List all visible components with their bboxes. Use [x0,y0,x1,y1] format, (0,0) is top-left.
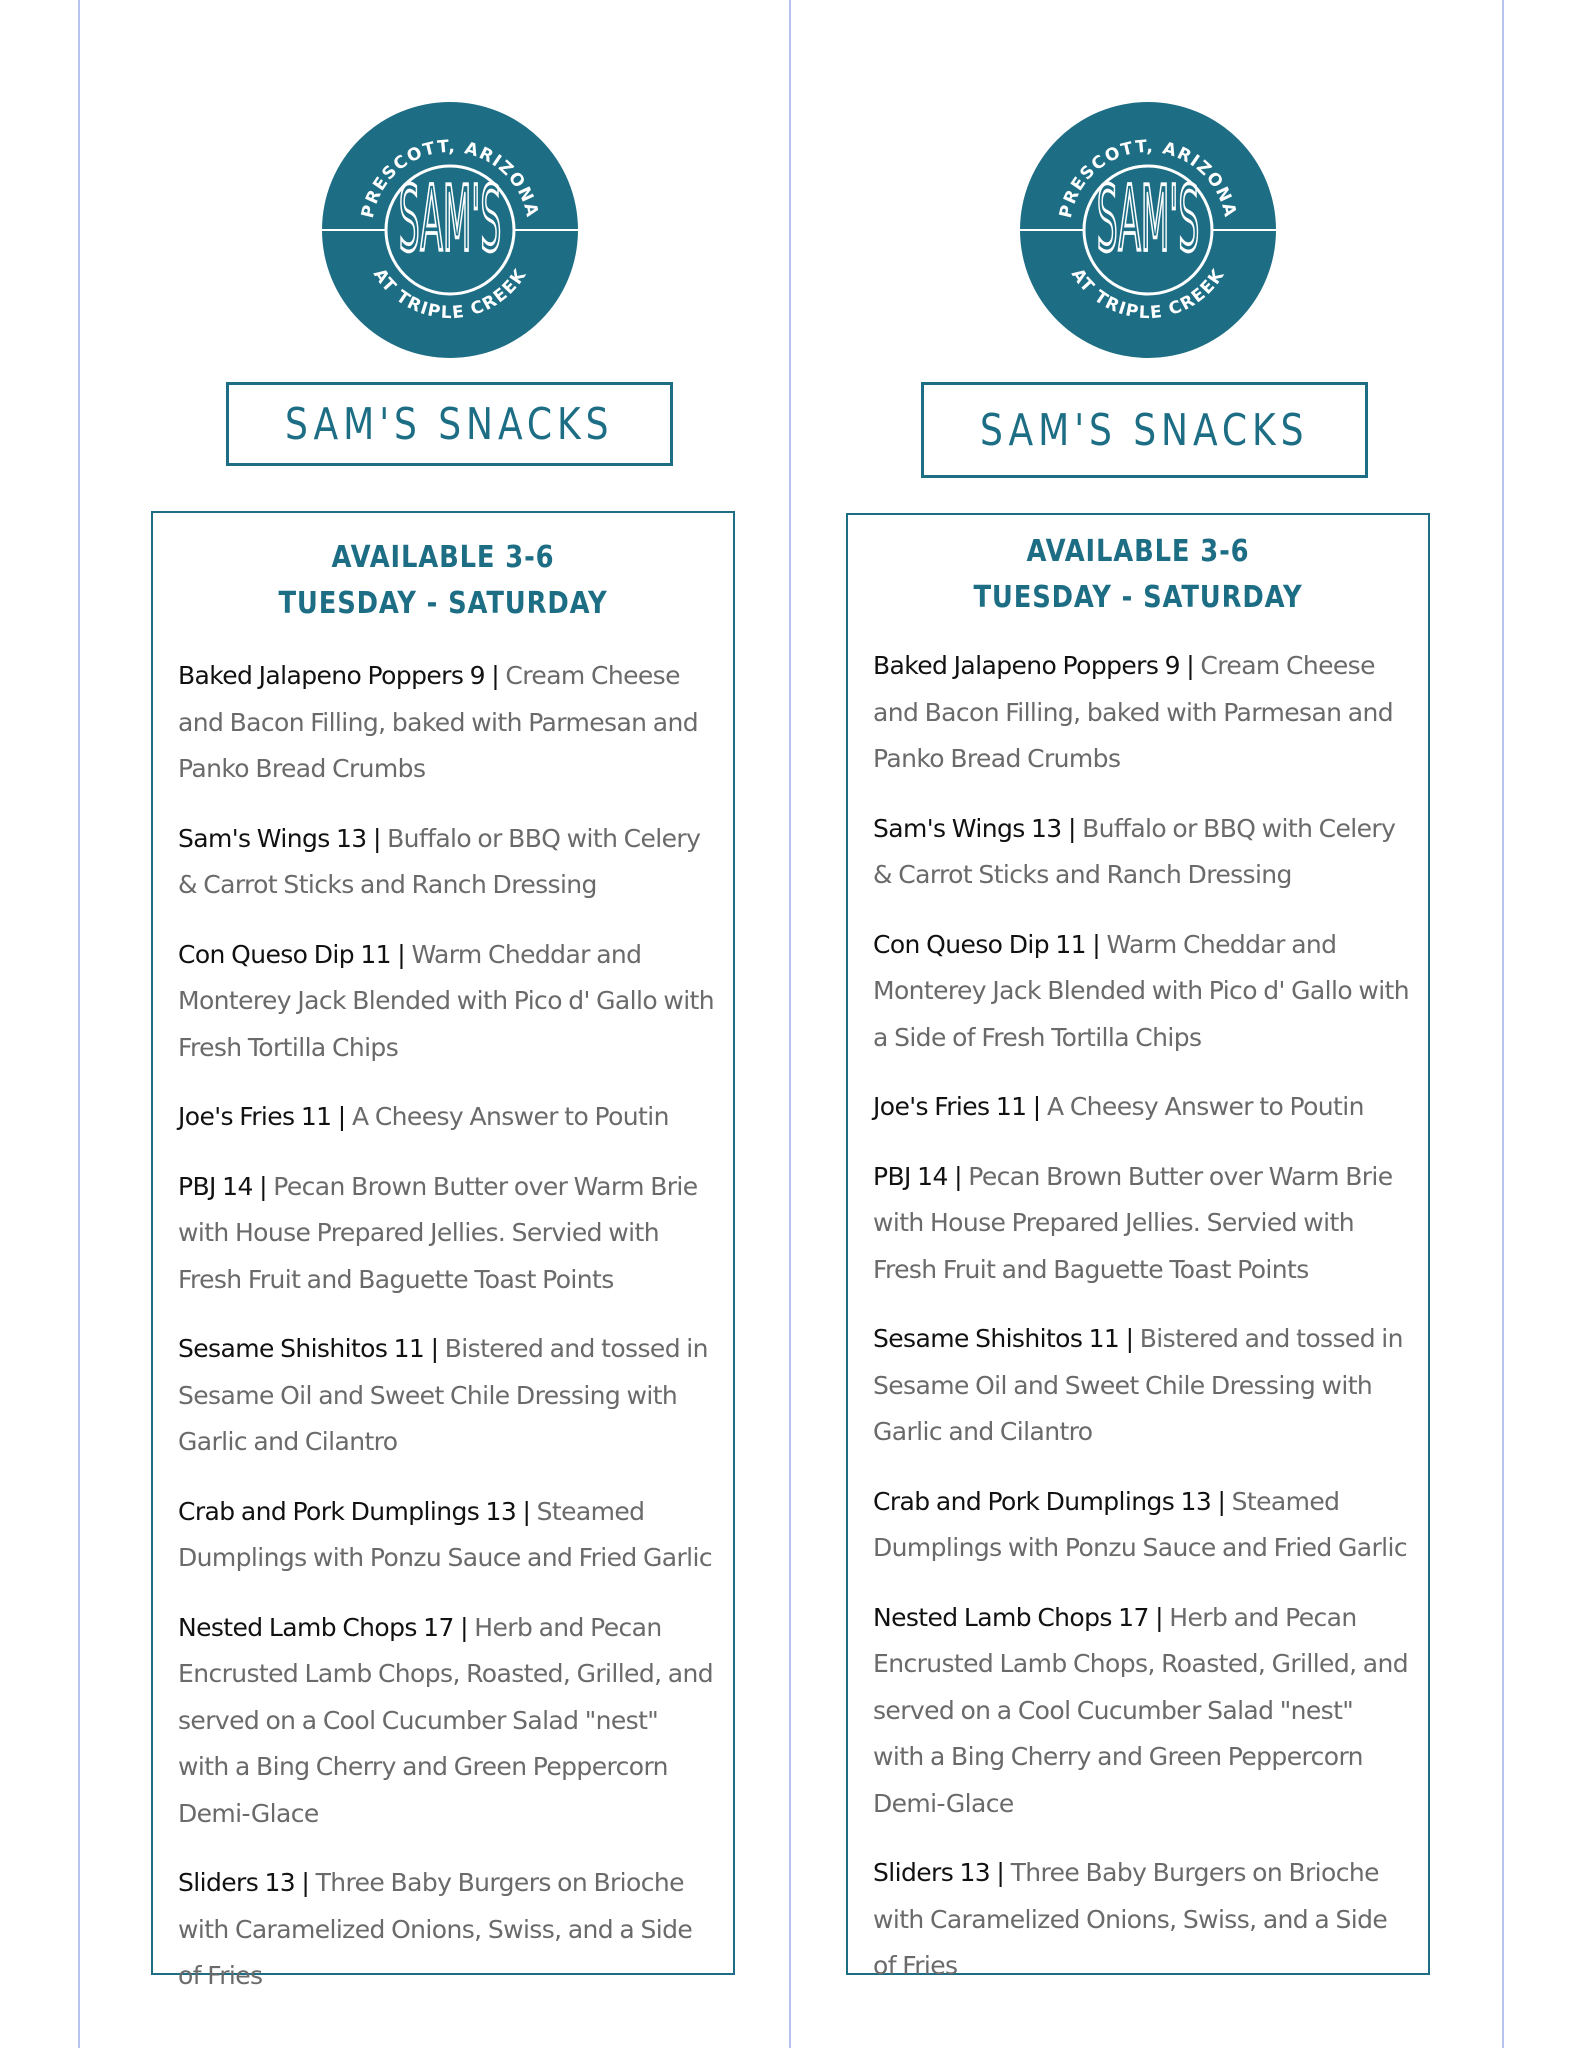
item-name-price: Joe's Fries 11 | [873,1092,1041,1121]
section-title-box [226,382,673,466]
item-description: Pecan Brown Butter over Warm Brie with House Prepared Jellies. Servied with Fresh Fruit and Baguette Toast Points [873,1161,1393,1284]
menu-item [873,1316,1410,1456]
menu-panel-right [791,0,1502,2048]
item-description: Herb and Pecan Encrusted Lamb Chops, Roasted, Grilled, and served on a Cool Cucumber Salad "nest" with a Bing Cherry and Green Peppercorn Demi-Glace [873,1602,1409,1818]
section-title-box [921,382,1368,478]
item-description: Buffalo or BBQ with Celery & Carrot Sticks and Ranch Dressing [178,823,701,899]
item-description: A Cheesy Answer to Poutin [1040,1092,1364,1121]
item-description: Cream Cheese and Bacon Filling, baked with Parmesan and Panko Bread Crumbs [873,651,1394,773]
item-description: Warm Cheddar and Monterey Jack Blended with Pico d' Gallo with a Side of Fresh Tortilla Chips [873,929,1409,1052]
item-name-price: Sesame Shishitos 11 | [873,1324,1134,1353]
sams-logo-seal [1018,100,1278,360]
item-name-price: Sliders 13 | [178,1868,310,1897]
section-title: SAM'S SNACKS [285,398,614,450]
svg-text:AT TRIPLE CREEK: AT TRIPLE CREEK [1066,264,1230,324]
menu-list-box [151,511,735,1990]
menu-item [178,1860,715,2000]
menu-items [873,643,1410,2013]
menu-item [178,816,715,909]
availability-heading [848,529,1428,621]
item-name-price: Sesame Shishitos 11 | [178,1334,439,1363]
availability-hours: AVAILABLE 3-6 [331,540,555,575]
menu-item [873,1084,1410,1131]
svg-text:SAM'S: SAM'S [398,166,502,272]
item-name-price: PBJ 14 | [178,1171,267,1201]
item-name-price: Baked Jalapeno Poppers 9 | [178,661,500,690]
item-name-price: Joe's Fries 11 | [178,1102,346,1131]
item-name-price: Nested Lamb Chops 17 | [178,1612,468,1642]
menu-item [873,643,1410,783]
item-name-price: Sliders 13 | [873,1858,1005,1887]
item-description: Warm Cheddar and Monterey Jack Blended with Pico d' Gallo with Fresh Tortilla Chips [178,939,714,1062]
item-name-price: Con Queso Dip 11 | [178,939,406,969]
item-name-price: PBJ 14 | [873,1161,962,1191]
menu-list-box [846,513,1430,1980]
item-name-price: Con Queso Dip 11 | [873,929,1101,959]
svg-text:SAM'S: SAM'S [1096,166,1200,272]
svg-text:PRESCOTT, ARIZONA: PRESCOTT, ARIZONA [1055,136,1241,220]
item-name-price: Sam's Wings 13 | [873,813,1076,843]
item-name-price: Nested Lamb Chops 17 | [873,1602,1163,1632]
item-description: Bistered and tossed in Sesame Oil and Sweet Chile Dressing with Garlic and Cilantro [873,1324,1403,1446]
menu-item [178,1489,715,1582]
item-name-price: Crab and Pork Dumplings 13 | [178,1496,531,1526]
menu-item [178,1605,715,1838]
availability-days: TUESDAY - SATURDAY [278,586,608,621]
menu-item [178,1164,715,1304]
item-description: Pecan Brown Butter over Warm Brie with House Prepared Jellies. Servied with Fresh Fruit and Baguette Toast Points [178,1171,698,1294]
item-description: Steamed Dumplings with Ponzu Sauce and Fried Garlic [873,1486,1407,1562]
item-description: Herb and Pecan Encrusted Lamb Chops, Roasted, Grilled, and served on a Cool Cucumber Salad "nest" with a Bing Cherry and Green Peppercorn Demi-Glace [178,1612,714,1828]
menu-item [178,1094,715,1141]
menu-item [873,806,1410,899]
availability-days: TUESDAY - SATURDAY [973,580,1303,615]
menu-panel-left [80,0,791,2048]
menu-item [873,1154,1410,1294]
menu-items [178,653,715,2023]
availability-heading [153,535,733,627]
item-description: A Cheesy Answer to Poutin [345,1102,669,1131]
svg-text:PRESCOTT, ARIZONA: PRESCOTT, ARIZONA [357,136,543,220]
section-title: SAM'S SNACKS [980,404,1309,456]
menu-item [873,1479,1410,1572]
item-description: Cream Cheese and Bacon Filling, baked with Parmesan and Panko Bread Crumbs [178,661,699,783]
item-name-price: Crab and Pork Dumplings 13 | [873,1486,1226,1516]
menu-item [178,1326,715,1466]
menu-item [178,653,715,793]
svg-text:AT TRIPLE CREEK: AT TRIPLE CREEK [368,264,532,324]
item-description: Bistered and tossed in Sesame Oil and Sweet Chile Dressing with Garlic and Cilantro [178,1334,708,1456]
item-description: Buffalo or BBQ with Celery & Carrot Sticks and Ranch Dressing [873,813,1396,889]
sams-logo-seal [320,100,580,360]
item-description: Three Baby Burgers on Brioche with Caramelized Onions, Swiss, and a Side of Fries [178,1868,693,1990]
margin-guide-right [1502,0,1504,2048]
item-name-price: Baked Jalapeno Poppers 9 | [873,651,1195,680]
menu-item [178,932,715,1072]
availability-hours: AVAILABLE 3-6 [1026,534,1250,569]
menu-item [873,1850,1410,1990]
menu-item [873,922,1410,1062]
menu-item [873,1595,1410,1828]
item-description: Steamed Dumplings with Ponzu Sauce and Fried Garlic [178,1496,712,1572]
item-name-price: Sam's Wings 13 | [178,823,381,853]
item-description: Three Baby Burgers on Brioche with Caramelized Onions, Swiss, and a Side of Fries [873,1858,1388,1980]
